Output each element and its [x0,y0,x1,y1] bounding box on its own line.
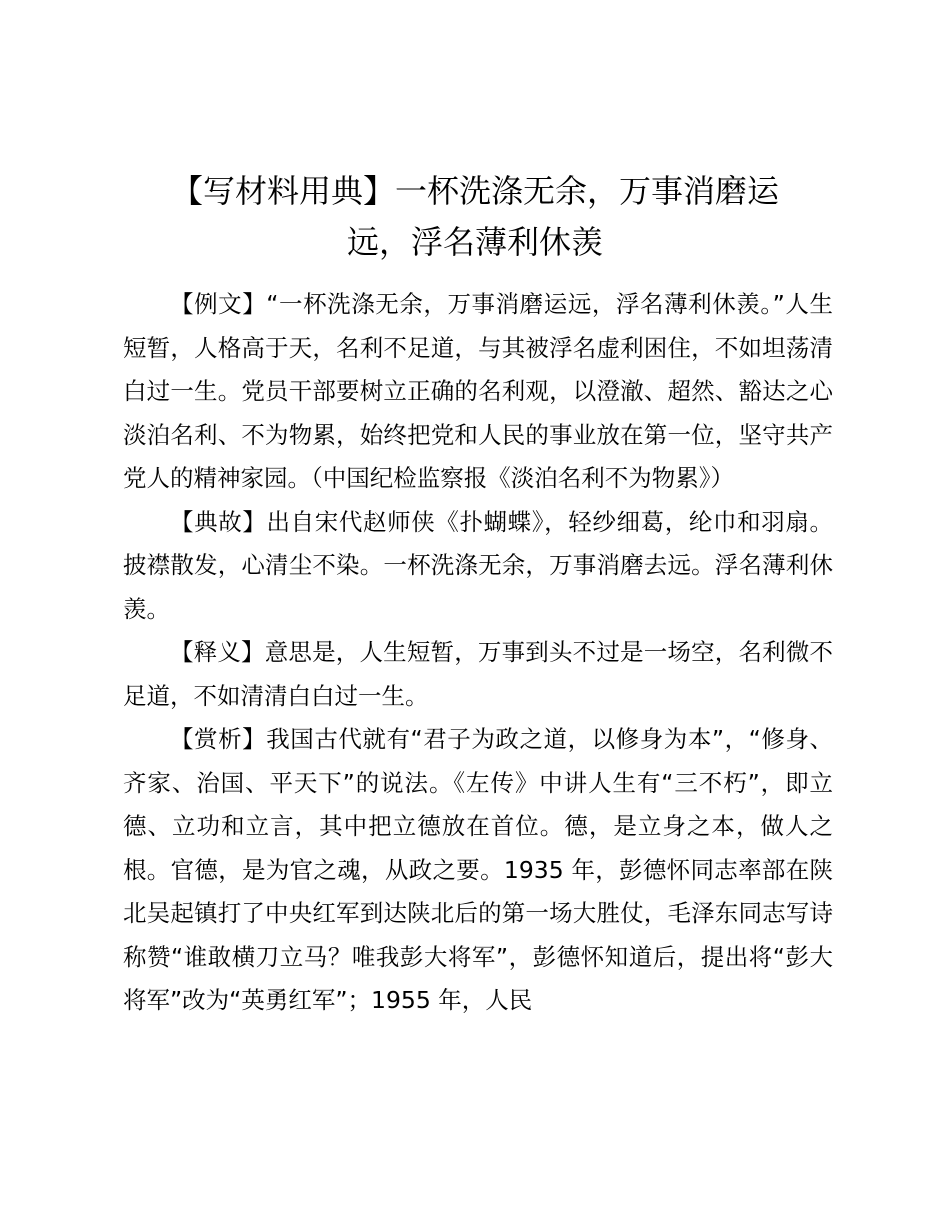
paragraph-example: 【例文】“一杯洗涤无余，万事消磨运远，浮名薄利休羡。”人生短暂，人格高于天，名利不足道，与其被浮名虚利困住，不如坦荡清白过一生。党员干部要树立正确的名利观，以澄澈、超然、豁达之心淡泊名利、不为物累，始终把党和人民的事业放在第一位，坚守共产党人的精神家园。（中国纪检监察报《淡泊名利不为物累》） [123,290,833,492]
title-line-1: 【写材料用典】一杯洗涤无余，万事消磨运 [170,172,779,210]
paragraph-appreciation: 【赏析】我国古代就有“君子为政之道，以修身为本”，“修身、齐家、治国、平天下”的说法。《左传》中讲人生有“三不朽”，即立德、立功和立言，其中把立德放在首位。德，是立身之本，做人之根。官德，是为官之魂，从政之要。1935 年，彭德怀同志率部在陕北吴起镇打了中央红军到达陕北后的第一场大胜仗，毛泽东同志写诗称赞“谁敢横刀立马？唯我彭大将军”，彭德怀知道后，提出将“彭大将军”改为“英勇红军”；1955 年，人民 [123,725,833,1014]
document-title [120,166,830,268]
title-line-2: 远，浮名薄利休羡 [346,223,603,261]
document-body [123,283,833,1023]
paragraph-meaning: 【释义】意思是，人生短暂，万事到头不过是一场空，名利微不足道，不如清清白白过一生。 [123,638,833,710]
paragraph-allusion: 【典故】出自宋代赵师侠《扑蝴蝶》，轻纱细葛，纶巾和羽扇。披襟散发，心清尘不染。一杯洗涤无余，万事消磨去远。浮名薄利休羡。 [123,507,833,623]
